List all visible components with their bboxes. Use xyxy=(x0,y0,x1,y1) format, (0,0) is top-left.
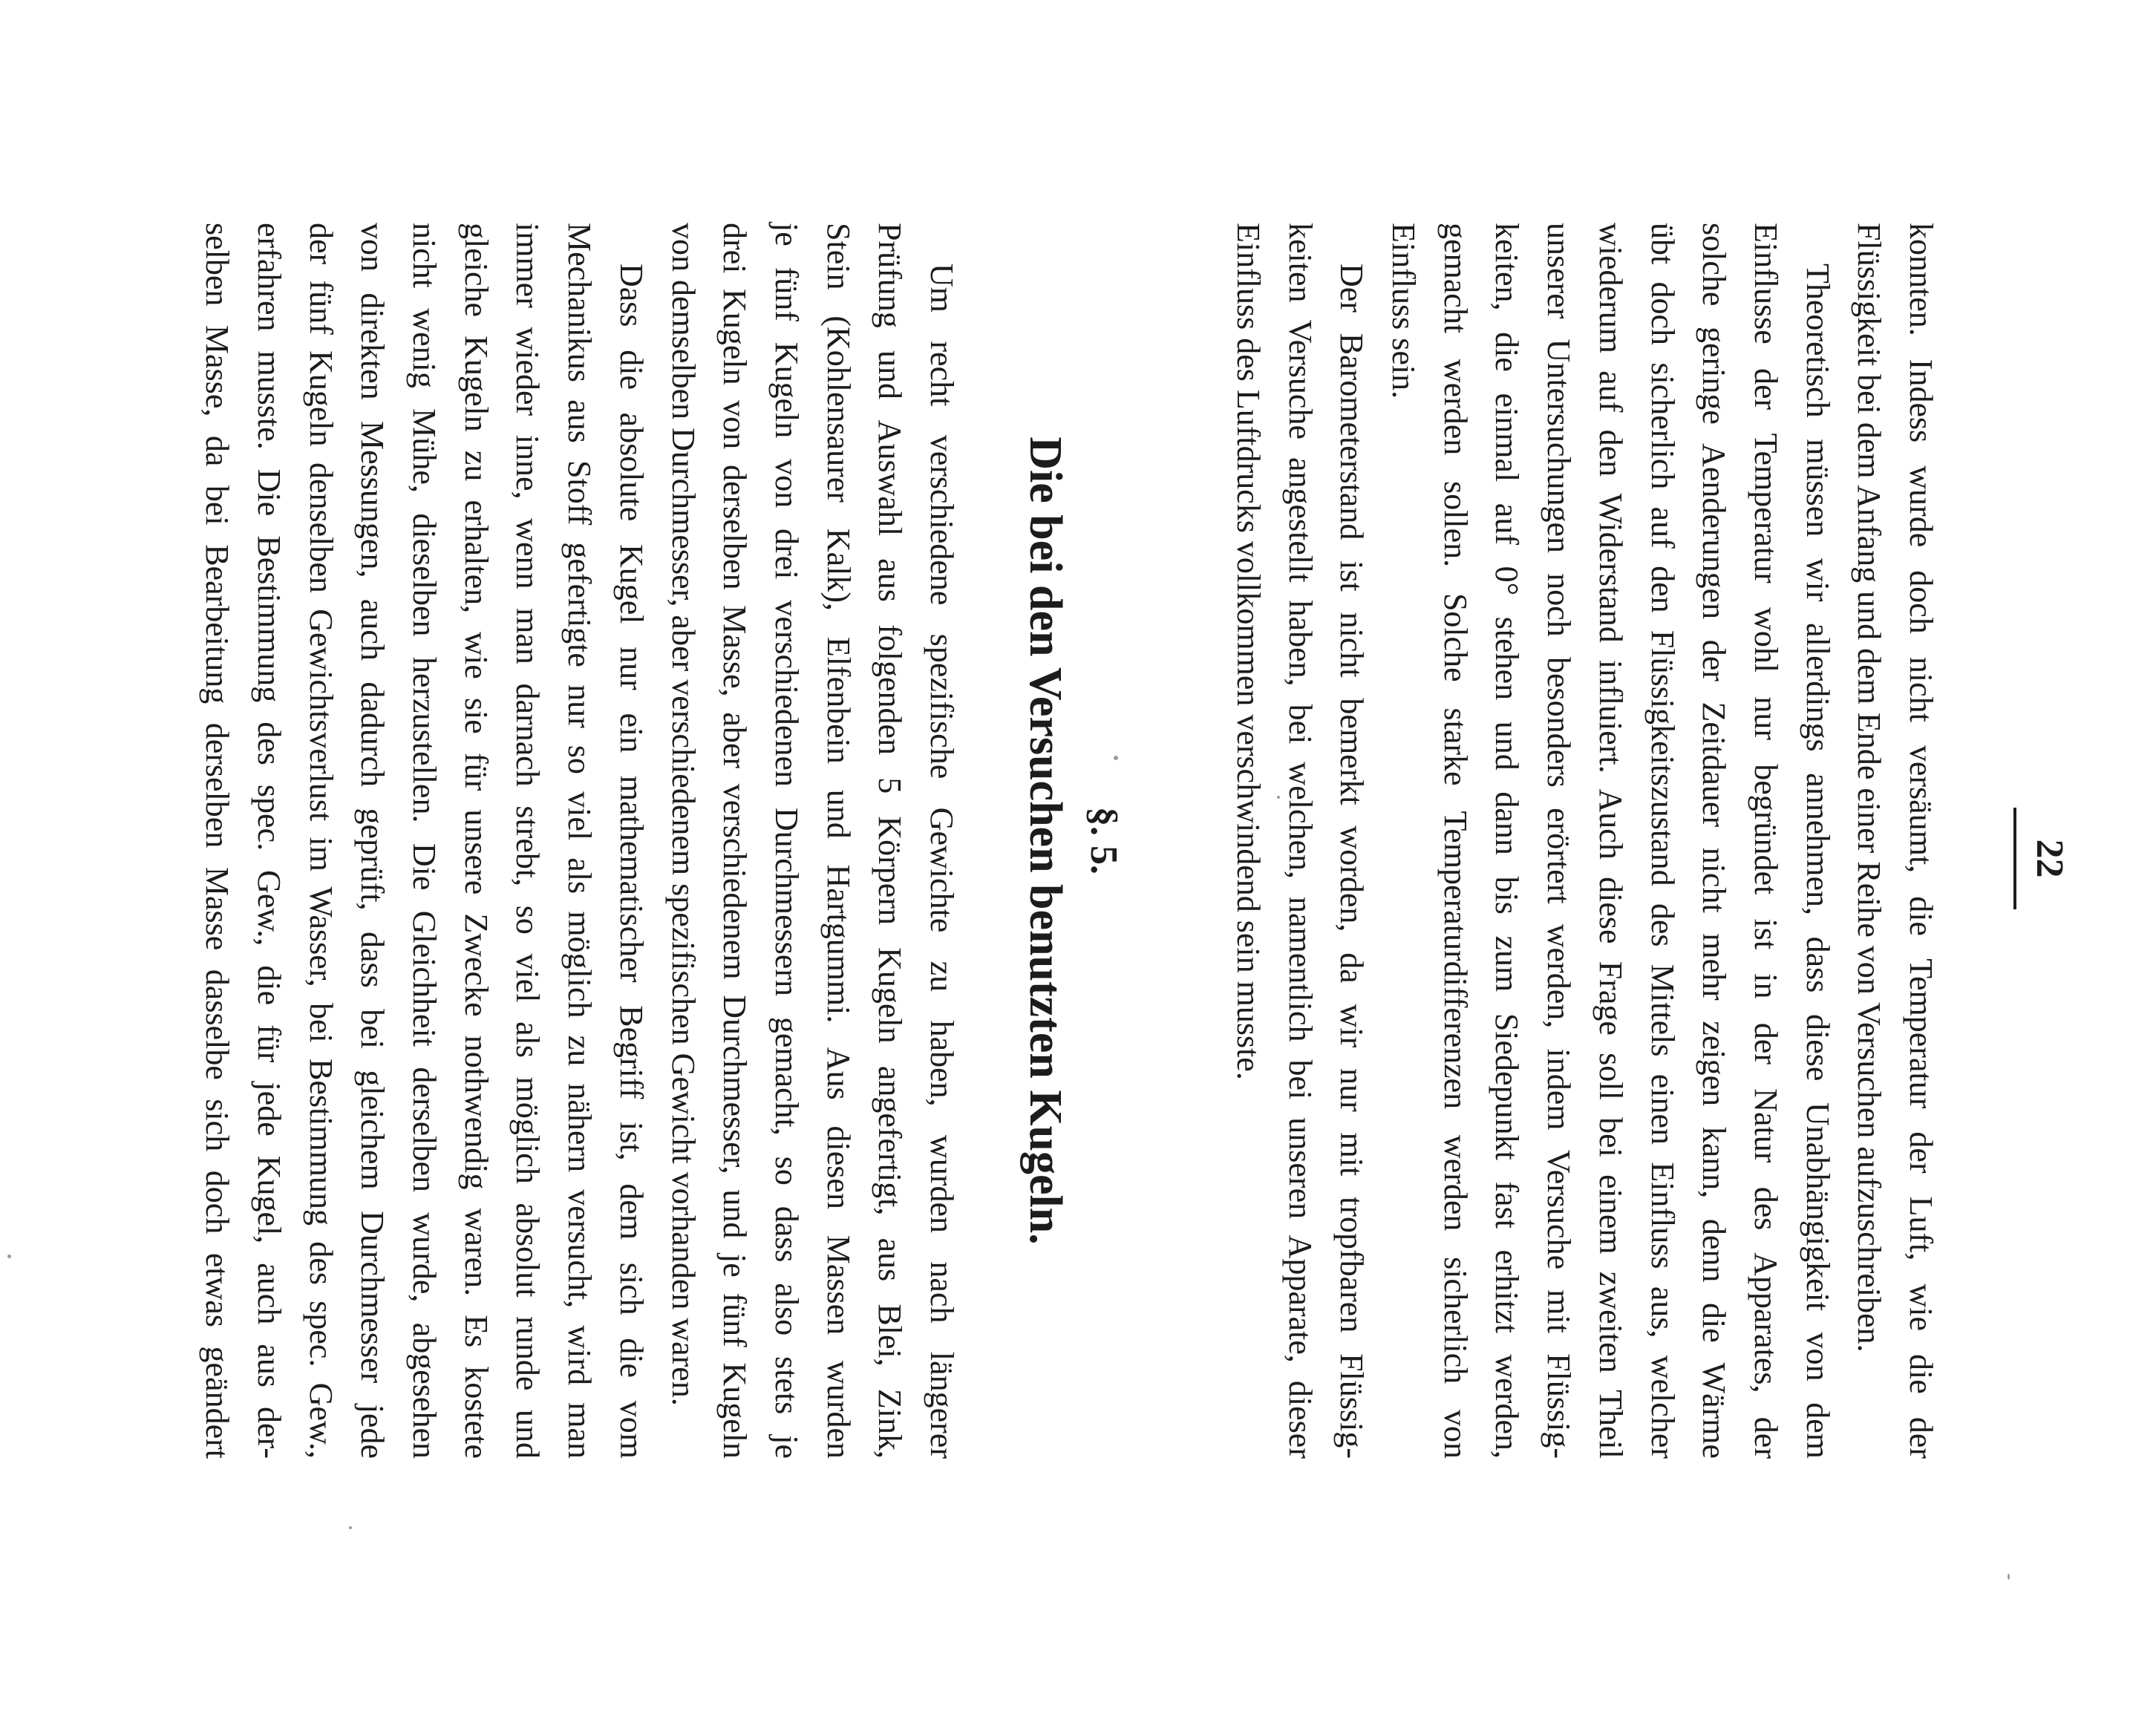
text-line: Einfluss sein. xyxy=(1385,223,1422,399)
text-line: unserer Untersuchungen noch besonders erörtert werden, indem Versuche mit Flüssig- xyxy=(1541,223,1578,1459)
section-title: Die bei den Versuchen benutzten Kugeln. xyxy=(1020,436,1071,1245)
text-line: Prüfung und Auswahl aus folgenden 5 Körpern Kugeln angefertigt, aus Blei, Zink, xyxy=(872,223,909,1459)
text-line: wiederum auf den Widerstand influiert. Auch diese Frage soll bei einem zweiten Theil xyxy=(1592,223,1629,1459)
text-line: von direkten Messungen, auch dadurch geprüft, dass bei gleichem Durchmesser jede xyxy=(354,223,391,1459)
text-line: Mechanikus aus Stoff gefertigte nur so viel als möglich zu nähern versucht, wird man xyxy=(561,223,598,1459)
scan-speck xyxy=(2008,1574,2010,1580)
text-line: je fünf Kugeln von drei verschiedenen Durchmessern gemacht, so dass also stets je xyxy=(768,223,805,1459)
text-line: gleiche Kugeln zu erhalten, wie sie für unsere Zwecke nothwendig waren. Es kostete xyxy=(457,223,494,1459)
scan-speck xyxy=(349,1526,352,1529)
text-line: Stein (Kohlensaurer Kalk), Elfenbein und Hartgummi. Aus diesen Massen wurden xyxy=(820,223,857,1459)
text-line: selben Masse, da bei Bearbeitung derselben Masse dasselbe sich doch etwas geändert xyxy=(199,223,236,1459)
text-line: Der Barometerstand ist nicht bemerkt worden, da wir nur mit tropfbaren Flüssig- xyxy=(1333,264,1371,1459)
text-line: Dass die absolute Kugel nur ein mathematischer Begriff ist, dem sich die vom xyxy=(612,264,650,1459)
page-number: 22 xyxy=(2028,839,2071,878)
scan-speck xyxy=(1114,756,1118,760)
text-line: Theoretisch müssen wir allerdings annehmen, dass diese Unabhängigkeit von dem xyxy=(1799,264,1836,1459)
paragraph-block-1 xyxy=(1222,223,1947,1459)
text-line: von demselben Durchmesser, aber verschiedenem spezifischen Gewicht vorhanden waren. xyxy=(664,223,702,1406)
text-line: gemacht werden sollen. Solche starke Temperaturdifferenzen werden sicherlich von xyxy=(1437,223,1474,1459)
text-line: drei Kugeln von derselben Masse, aber verschiedenem Durchmesser, und je fünf Kugeln xyxy=(716,223,754,1459)
text-line: keiten, die einmal auf 0° stehen und dann bis zum Siedepunkt fast erhitzt werden, xyxy=(1489,223,1526,1459)
section-number: §. 5. xyxy=(1082,807,1125,874)
text-line: keiten Versuche angestellt haben, bei welchen, namentlich bei unseren Apparate, dieser xyxy=(1281,223,1319,1459)
text-line: nicht wenig Mühe, dieselben herzustellen. Die Gleichheit derselben wurde, abgesehen xyxy=(406,223,443,1459)
paragraph-block-2 xyxy=(192,223,967,1459)
text-line: Flüssigkeit bei dem Anfang und dem Ende einer Reihe von Versuchen aufzuschreiben. xyxy=(1851,223,1888,1353)
text-line: Einflusse der Temperatur wohl nur begründet ist in der Natur des Apparates, der xyxy=(1747,223,1784,1459)
text-line: Um recht verschiedene spezifische Gewichte zu haben, wurden nach längerer xyxy=(924,264,960,1459)
text-line: konnten. Indess wurde doch nicht versäumt, die Temperatur der Luft, wie die der xyxy=(1903,223,1939,1459)
scan-speck xyxy=(7,1255,11,1258)
text-line: übt doch sicherlich auf den Flüssigkeitszustand des Mittels einen Einfluss aus, welcher xyxy=(1644,223,1681,1459)
scan-speck xyxy=(1277,796,1280,799)
text-line: Einfluss des Luftdrucks vollkommen verschwindend sein musste. xyxy=(1230,223,1267,1080)
text-line: solche geringe Aenderungen der Zeitdauer nicht mehr zeigen kann, denn die Wärme xyxy=(1696,223,1733,1459)
page-number-rule xyxy=(2013,808,2016,909)
text-line: erfahren musste. Die Bestimmung des spec. Gew., die für jede Kugel, auch aus der- xyxy=(251,223,288,1459)
text-line: immer wieder inne, wenn man darnach strebt, so viel als möglich absolut runde und xyxy=(509,223,546,1459)
text-line: der fünf Kugeln denselben Gewichtsverlust im Wasser, bei Bestimmung des spec. Gew., xyxy=(302,223,339,1459)
